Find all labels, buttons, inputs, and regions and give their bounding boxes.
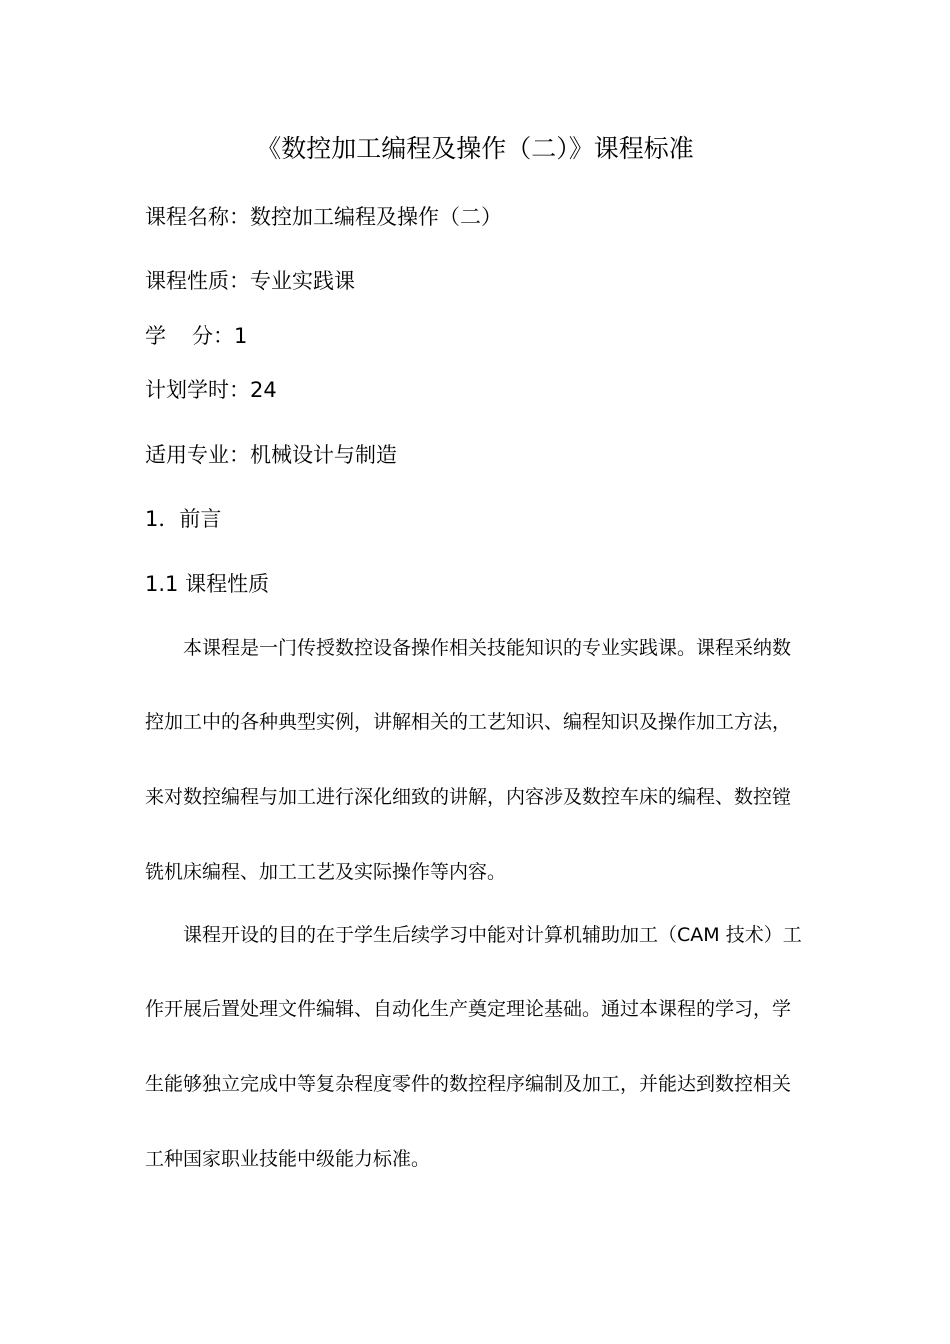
credit-label-part-2: 分：1	[192, 324, 248, 348]
paragraph-1-line-1: 本课程是一门传授数控设备操作相关技能知识的专业实践课。课程采纳数	[183, 637, 792, 659]
paragraph-1-line-2: 控加工中的各种典型实例，讲解相关的工艺知识、编程知识及操作加工方法，	[145, 711, 792, 733]
paragraph-2-line-4: 工种国家职业技能中级能力标准。	[145, 1148, 431, 1170]
section-heading-preface: 1．前言	[145, 507, 222, 531]
section-heading-course-nature: 1.1 课程性质	[145, 572, 270, 596]
paragraph-1-line-3: 来对数控编程与加工进行深化细致的讲解，内容涉及数控车床的编程、数控镗	[145, 786, 792, 808]
paragraph-2-line-3: 生能够独立完成中等复杂程度零件的数控程序编制及加工，并能达到数控相关	[145, 1073, 792, 1095]
paragraph-2-line-2: 作开展后置处理文件编辑、自动化生产奠定理论基础。通过本课程的学习，学	[145, 998, 792, 1020]
document-title: 《数控加工编程及操作（二）》课程标准	[256, 134, 694, 163]
credit-label-part-1: 学	[145, 324, 166, 348]
course-nature: 课程性质：专业实践课	[145, 269, 355, 293]
planned-hours: 计划学时：24	[145, 378, 277, 402]
course-credit	[145, 320, 247, 352]
applicable-major: 适用专业：机械设计与制造	[145, 443, 397, 467]
paragraph-1-line-4: 铣机床编程、加工工艺及实际操作等内容。	[145, 861, 507, 883]
paragraph-2-line-1: 课程开设的目的在于学生后续学习中能对计算机辅助加工（CAM 技术）工	[183, 924, 802, 946]
course-name: 课程名称：数控加工编程及操作（二）	[145, 205, 502, 229]
